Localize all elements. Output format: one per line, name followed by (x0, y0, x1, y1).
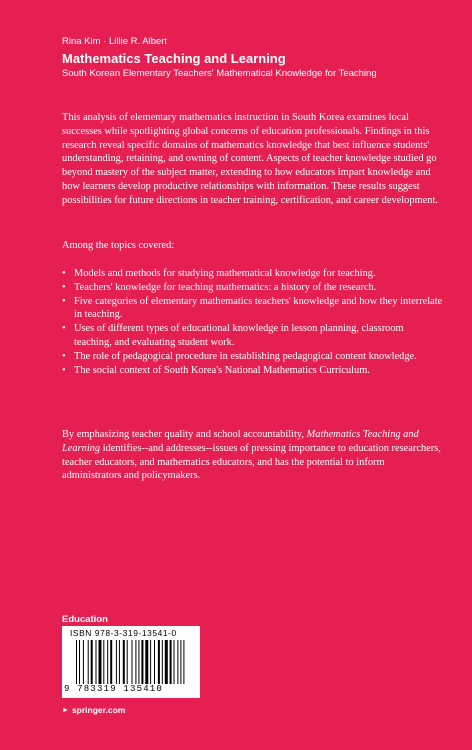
book-title: Mathematics Teaching and Learning (62, 51, 286, 66)
barcode-bars (76, 640, 188, 684)
barcode-bar (96, 640, 97, 684)
barcode-bar (132, 640, 133, 684)
barcode-bar (138, 640, 139, 684)
barcode-bar (165, 640, 168, 684)
barcode-bar (180, 640, 181, 684)
list-item: • The role of pedagogical procedure in establishing pedagogical content knowledge. (62, 350, 417, 362)
list-item: • The social context of South Korea's National Mathematics Curriculum. (62, 364, 370, 376)
isbn-text: ISBN 978-3-319-13541-0 (70, 628, 177, 638)
book-title-italic: Mathematics Teaching and Learning (62, 429, 419, 454)
arrow-right-icon: ► (62, 706, 69, 714)
authors: Rina Kim · Lillie R. Albert (62, 36, 168, 47)
barcode-bar (145, 640, 148, 684)
barcode-digits: 9 783319 135410 (64, 684, 164, 694)
barcode-bar (91, 640, 93, 684)
list-item: • Uses of different types of educational knowledge in lesson planning, classroom teaching, and evaluating student work. (62, 323, 404, 348)
barcode-bar (177, 640, 178, 684)
bullet-icon: • (62, 268, 66, 279)
bullet-icon: • (62, 295, 66, 307)
topics-intro: Among the topics covered: (62, 240, 175, 251)
bullet-icon: • (62, 281, 66, 293)
book-subtitle: South Korean Elementary Teachers' Mathematical Knowledge for Teaching (62, 68, 377, 79)
bullet-icon: • (62, 350, 66, 362)
barcode-bar (88, 640, 89, 684)
barcode-bar (183, 640, 184, 684)
barcode-bar (174, 640, 175, 684)
barcode-bar (83, 640, 84, 684)
barcode-bar (110, 640, 112, 684)
barcode-bar (103, 640, 104, 684)
barcode-bar (79, 640, 80, 684)
list-item: • Five categories of elementary mathematics teachers' knowledge and how they interrelate in teaching. (62, 295, 443, 321)
barcode-bar (162, 640, 163, 684)
bullet-icon: • (62, 323, 66, 335)
barcode-bar (154, 640, 155, 684)
barcode-bar (76, 640, 77, 684)
description: This analysis of elementary mathematics instruction in South Korea examines local successes while spotlighting global concerns of education professionals. Findings in this research reveal specific domains of mathematics knowledge that best influence students' understanding, retaining, and owning of content. Aspects of teacher knowledge studied go beyond mastery of the subject matter, extending to how educators impart knowledge and how learners develop productive relationships with information. These results suggest possibilities for future directions in teacher training, certification, and career development. (62, 112, 438, 206)
barcode-bar (119, 640, 120, 684)
barcode (62, 626, 200, 698)
barcode-bar (141, 640, 143, 684)
category-label: Education (62, 614, 108, 625)
barcode-bar (99, 640, 102, 684)
barcode-bar (170, 640, 172, 684)
barcode-bar (127, 640, 128, 684)
closing-paragraph: By emphasizing teacher quality and school accountability, Mathematics Teaching and Learning identifies--and addresses--issues of pressing importance to education researchers, teacher educators, and mathematics educators, and has the potential to inform administrators and policymakers. (62, 429, 441, 482)
barcode-bar (123, 640, 125, 684)
barcode-bar (135, 640, 136, 684)
list-item: • Models and methods for studying mathematical knowledge for teaching. (62, 268, 376, 279)
list-item: • Teachers' knowledge for teaching mathematics: a history of the research. (62, 281, 377, 293)
bullet-icon: • (62, 364, 66, 376)
barcode-bar (150, 640, 151, 684)
topics-list (62, 267, 444, 377)
header (62, 36, 462, 80)
barcode-bar (116, 640, 117, 684)
publisher-url: springer.com (71, 705, 126, 715)
barcode-bar (107, 640, 108, 684)
barcode-bar (158, 640, 160, 684)
publisher-link[interactable] (62, 705, 125, 715)
